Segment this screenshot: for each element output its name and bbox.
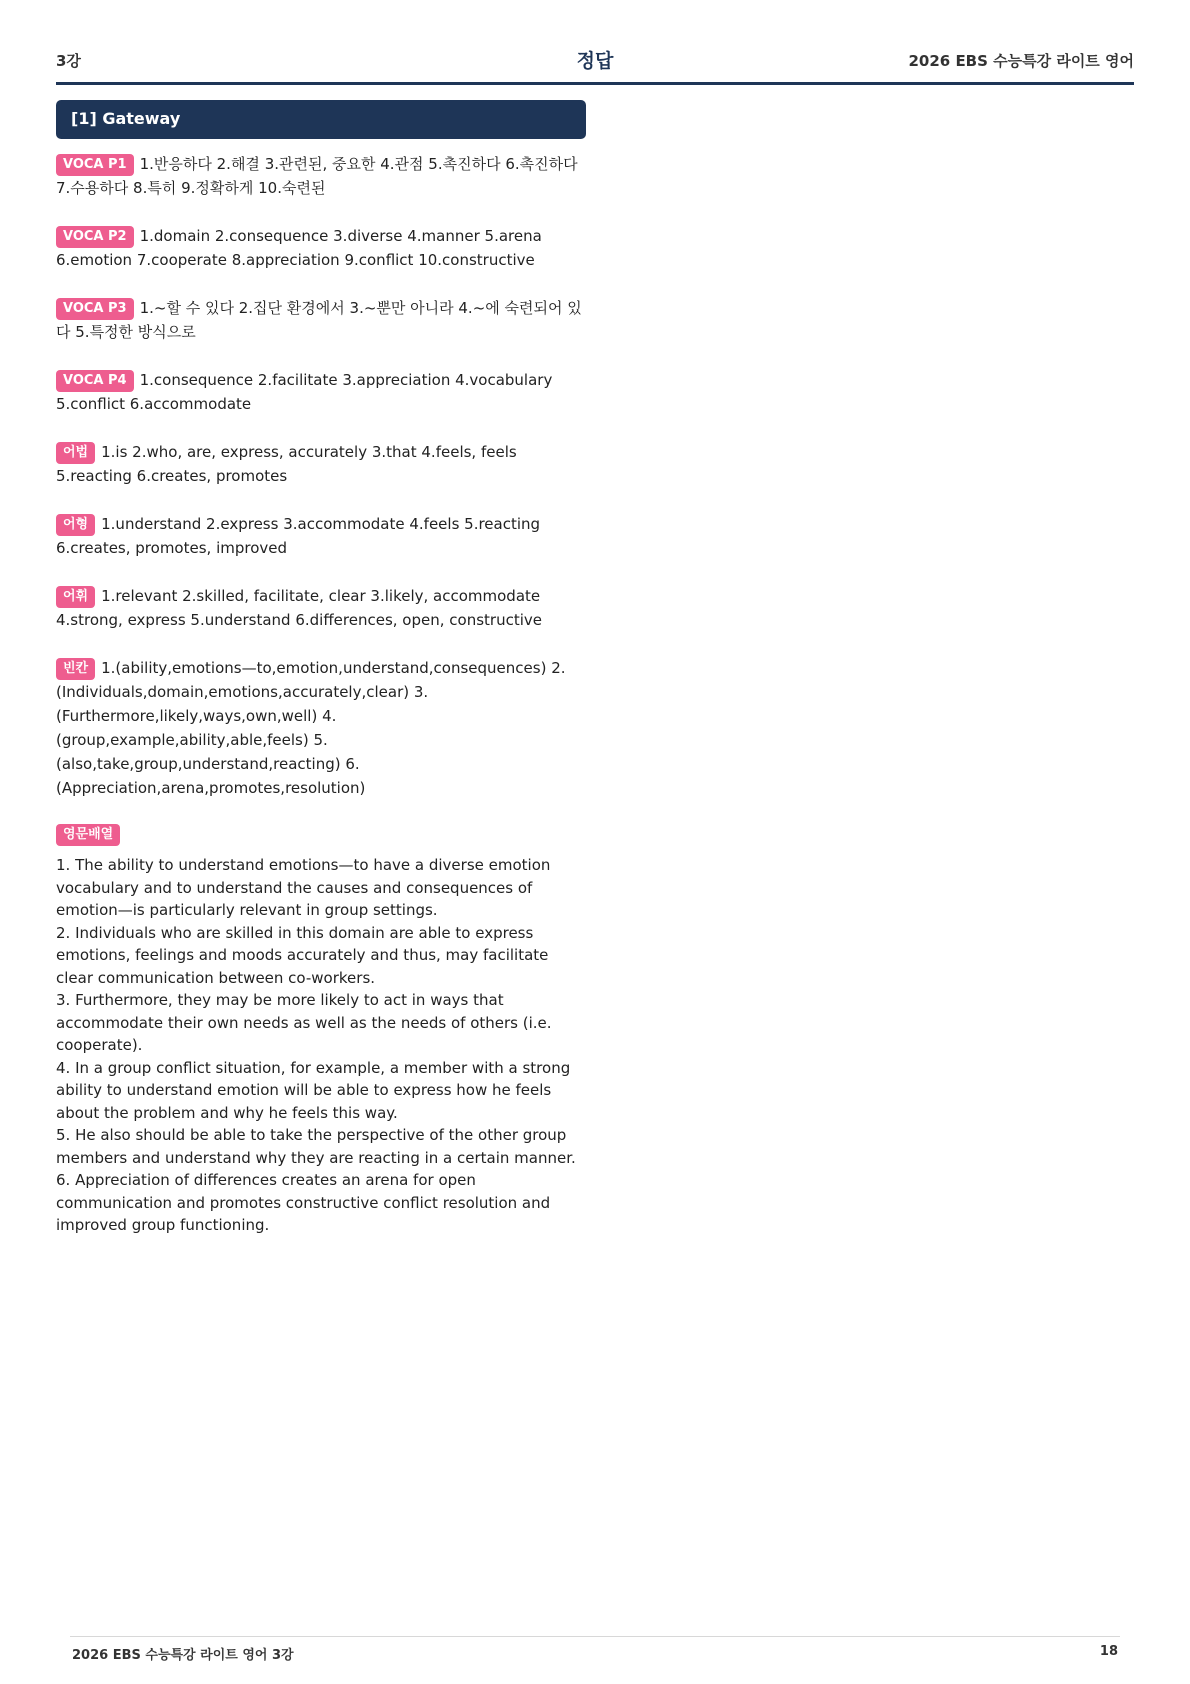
answer-entry-voca-p1: [56, 152, 586, 200]
sentence-3: 3. Furthermore, they may be more likely to act in ways that accommodate their own needs as well as the needs of others (i.e. cooperate).: [56, 991, 552, 1054]
footer-divider: [70, 1636, 1120, 1637]
answer-entry-voca-p4: [56, 368, 586, 416]
answer-text: 1.understand 2.express 3.accommodate 4.feels 5.reacting 6.creates, promotes, improved: [56, 515, 541, 557]
page-title: 정답: [576, 50, 614, 72]
answer-text: 1.consequence 2.facilitate 3.appreciation 4.vocabulary 5.conflict 6.accommodate: [56, 371, 553, 413]
sentence-2: 2. Individuals who are skilled in this domain are able to express emotions, feelings and moods accurately and thus, may facilitate clear communication between co-workers.: [56, 923, 549, 987]
sentence-1: 1. The ability to understand emotions—to have a diverse emotion vocabulary and to understand the causes and consequences of emotion—is particularly relevant in group settings.: [56, 856, 551, 919]
answer-text: 1.domain 2.consequence 3.diverse 4.manner 5.arena 6.emotion 7.cooperate 8.appreciation 9.conflict 10.constructive: [56, 227, 542, 269]
arrangement-header: [56, 824, 586, 846]
answer-entry-blank: [56, 656, 586, 800]
answer-entry-vocabulary: [56, 584, 586, 632]
badge-blank: 빈칸: [56, 658, 95, 680]
badge-voca-p2: VOCA P2: [56, 226, 134, 248]
answer-entry-word-form: [56, 512, 586, 560]
section-title: [1] Gateway: [71, 109, 181, 128]
arrangement-sentences: [56, 854, 586, 1237]
page-number: 18: [1099, 1644, 1118, 1659]
badge-voca-p3: VOCA P3: [56, 298, 134, 320]
answer-text: 1.is 2.who, are, express, accurately 3.that 4.feels, feels 5.reacting 6.creates, promotes: [56, 443, 517, 485]
answer-entry-voca-p3: [56, 296, 586, 344]
page-header: [56, 44, 1134, 85]
badge-grammar: 어법: [56, 442, 95, 464]
answer-text: 1.~할 수 있다 2.집단 환경에서 3.~뿐만 아니라 4.~에 숙련되어 있다 5.특정한 방식으로: [56, 299, 582, 341]
answer-text: 1.relevant 2.skilled, facilitate, clear 3.likely, accommodate 4.strong, express 5.understand 6.differences, open, constructive: [56, 587, 542, 629]
badge-vocabulary: 어휘: [56, 586, 95, 608]
sentence-5: 5. He also should be able to take the perspective of the other group members and understand why they are reacting in a certain manner.: [56, 1126, 576, 1167]
book-title: 2026 EBS 수능특강 라이트 영어: [908, 52, 1134, 70]
badge-voca-p1: VOCA P1: [56, 154, 134, 176]
answer-content: [56, 152, 586, 1237]
sentence-6: 6. Appreciation of differences creates an arena for open communication and promotes constructive conflict resolution and improved group functioning.: [56, 1171, 551, 1234]
lesson-label: 3강: [56, 52, 81, 70]
answer-entry-grammar: [56, 440, 586, 488]
answer-text: 1.반응하다 2.해결 3.관련된, 중요한 4.관점 5.촉진하다 6.촉진하다 7.수용하다 8.특히 9.정확하게 10.숙련된: [56, 155, 578, 197]
badge-sentence-arrangement: 영문배열: [56, 824, 120, 846]
badge-voca-p4: VOCA P4: [56, 370, 134, 392]
answer-text: 1.(ability,emotions—to,emotion,understand,consequences) 2.(Individuals,domain,emotions,accurately,clear) 3.(Furthermore,likely,ways,own,well) 4.(group,example,ability,able,feels) 5.(also,take,group,understand,reacting) 6.(Appreciation,arena,promotes,resolution): [56, 659, 566, 797]
footer-book-title: 2026 EBS 수능특강 라이트 영어 3강: [72, 1648, 294, 1663]
badge-word-form: 어형: [56, 514, 95, 536]
answer-entry-voca-p2: [56, 224, 586, 272]
sentence-4: 4. In a group conflict situation, for example, a member with a strong ability to understand emotion will be able to express how he feels about the problem and why he feels this way.: [56, 1058, 571, 1122]
section-title-bar: [56, 100, 586, 139]
